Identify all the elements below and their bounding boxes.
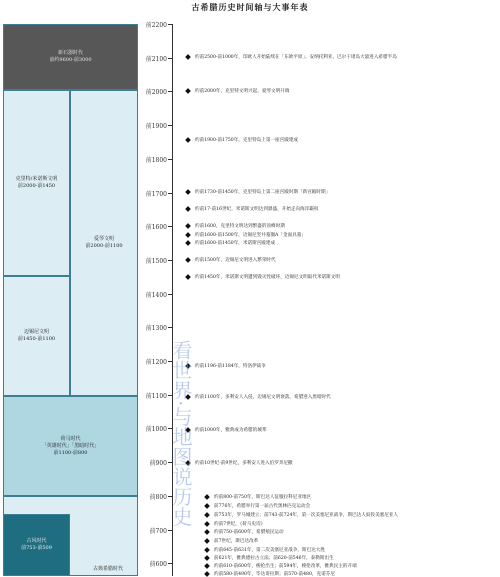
diamond-bullet-icon: [204, 512, 210, 518]
diamond-bullet-icon: [204, 494, 210, 500]
event-text: 前776年，希腊举行第一届古代奥林匹克运动会: [214, 504, 311, 509]
era-archaic: 古风时代 前753-前509: [3, 514, 70, 576]
event-text: 约前1100年，多利安人入侵，迈锡尼文明衰落，希腊进入黑暗时代: [195, 395, 331, 400]
event-text: 约前2500-前1000年，印欧人开始陆续在「东欧平原」、安纳托利亚、巴尔干诸岛大量进入希腊半岛: [195, 55, 397, 60]
diamond-bullet-icon: [185, 427, 191, 433]
year-tick: [168, 58, 173, 59]
year-label: 前1300: [145, 325, 167, 332]
event-item: [186, 460, 293, 466]
event-text: 约前7世纪，《荷马史诗》: [214, 522, 266, 527]
event-text: 约前17-前16世纪，米诺斯文明达到鼎盛，开始走向海洋霸权: [195, 207, 319, 212]
event-text: 约前1600-前1500年，迈锡尼竖井墓圈A「金面具墓」: [195, 233, 306, 238]
diamond-bullet-icon: [185, 88, 191, 94]
year-tick: [168, 361, 173, 362]
year-tick: [168, 125, 173, 126]
diamond-bullet-icon: [204, 563, 210, 569]
era-early-bronze: 克里特/米诺斯文明 前2000-前1450: [3, 90, 70, 276]
event-text: 约前645-前631年，第二次美塞尼亚战争，斯巴达大胜: [214, 548, 325, 553]
event-item: [205, 547, 325, 553]
event-text: 约前1600-前1450年，米诺斯宫殿建成: [195, 241, 276, 246]
diamond-bullet-icon: [185, 257, 191, 263]
year-label: 前800: [149, 494, 167, 501]
event-item: [186, 189, 330, 195]
year-label: 前1400: [145, 292, 167, 299]
diamond-bullet-icon: [185, 223, 191, 229]
event-item: [205, 512, 398, 518]
page-title: 古希腊历史时间轴与大事年表: [191, 2, 309, 12]
event-text: 前753年，罗马城建立；前743-前724年，第一次美塞尼亚战争，斯巴达人奴役美塞尼亚人: [214, 513, 399, 518]
year-label: 前1000: [145, 426, 167, 433]
year-tick: [168, 24, 173, 25]
year-tick: [168, 530, 173, 531]
event-item: [186, 240, 275, 246]
event-item: [186, 427, 266, 433]
event-item: [186, 88, 289, 94]
event-item: [186, 232, 306, 238]
diamond-bullet-icon: [204, 538, 210, 544]
event-item: [186, 54, 397, 60]
event-text: 约前750-前600年，希腊殖民运动: [214, 530, 284, 535]
event-text: 约前1600，克里特文明达到繁盛的顶峰时期: [195, 224, 285, 229]
year-label: 前700: [149, 528, 167, 535]
year-tick: [168, 159, 173, 160]
year-tick: [168, 496, 173, 497]
diamond-bullet-icon: [185, 137, 191, 143]
year-tick: [168, 563, 173, 564]
diamond-bullet-icon: [185, 363, 191, 369]
event-item: [205, 494, 311, 500]
diamond-bullet-icon: [185, 232, 191, 238]
diamond-bullet-icon: [185, 206, 191, 212]
event-item: [205, 571, 335, 577]
year-label: 前900: [149, 460, 167, 467]
era-classical: 古典希腊时代: [3, 496, 138, 576]
year-label: 前1500: [145, 258, 167, 265]
event-text: 约前1900-前1750年，克里特岛上第一座宫殿建成: [195, 138, 299, 143]
year-label: 前1700: [145, 191, 167, 198]
event-item: [186, 223, 285, 229]
diamond-bullet-icon: [204, 571, 210, 577]
event-text: 约前2000年，克里特文明兴起，爱琴文明开端: [195, 89, 290, 94]
era-dark-age: 荷马时代 「英雄时代」「黑暗时代」 前1100-前800: [3, 396, 138, 496]
era-mycenae: 迈锡尼文明 前1450-前1100: [3, 276, 70, 396]
year-tick: [168, 327, 173, 328]
year-tick: [168, 226, 173, 227]
year-label: 前1800: [145, 157, 167, 164]
year-label: 前2000: [145, 89, 167, 96]
year-tick: [168, 193, 173, 194]
year-tick: [168, 260, 173, 261]
year-label: 前2100: [145, 56, 167, 63]
watermark: 看世界·与地图说历史: [169, 340, 193, 527]
diamond-bullet-icon: [185, 240, 191, 246]
diamond-bullet-icon: [185, 274, 191, 280]
event-item: [186, 137, 298, 143]
year-label: 前1200: [145, 359, 167, 366]
event-text: 约前610-前600年，梭伦出生；前594年，梭伦改革，雅典民主的开端: [214, 564, 357, 569]
event-item: [186, 257, 276, 263]
event-item: [186, 206, 319, 212]
event-text: 约前800-前750年，斯巴达人征服拉科尼亚地区: [214, 495, 312, 500]
diamond-bullet-icon: [204, 529, 210, 535]
diamond-bullet-icon: [185, 460, 191, 466]
diamond-bullet-icon: [185, 189, 191, 195]
event-text: 约前1196-前1184年，特洛伊战争: [195, 364, 266, 369]
year-tick: [168, 294, 173, 295]
year-tick: [168, 428, 173, 429]
diamond-bullet-icon: [204, 503, 210, 509]
event-item: [205, 563, 357, 569]
year-tick: [168, 395, 173, 396]
year-tick: [168, 462, 173, 463]
event-text: 约前1450年，米诺斯文明遭到毁灭性破坏，迈锡尼文明取代米诺斯文明: [195, 275, 340, 280]
timeline-axis: [172, 24, 173, 576]
diamond-bullet-icon: [185, 54, 191, 60]
year-label: 前2200: [145, 22, 167, 29]
event-text: 前7世纪，斯巴达改革: [214, 539, 259, 544]
event-text: 约前1730-前1450年，克里特岛上第二座宫殿时期「新宫殿时期」: [195, 190, 331, 195]
diamond-bullet-icon: [185, 394, 191, 400]
event-item: [186, 394, 331, 400]
era-neolithic: 新石器时代 前约9600-前3000: [3, 24, 138, 90]
year-label: 前1900: [145, 123, 167, 130]
event-item: [205, 529, 284, 535]
diamond-bullet-icon: [204, 521, 210, 527]
event-text: 约前10世纪-前9世纪，多利安人进入伯罗奔尼撒: [195, 461, 293, 466]
diamond-bullet-icon: [204, 555, 210, 561]
event-item: [205, 555, 334, 561]
event-item: [205, 521, 265, 527]
event-item: [205, 538, 258, 544]
event-item: [205, 503, 310, 509]
event-text: 约前1000年，雅典成为希腊的城邦: [195, 428, 267, 433]
event-item: [186, 363, 266, 369]
event-item: [186, 274, 340, 280]
event-text: 前621年，雅典德拉古立法；前620-前546年，泰勒斯出生: [214, 556, 334, 561]
event-text: 约前580-前490年，毕达哥拉斯；前570-前480，克诺芬尼: [214, 572, 335, 577]
event-text: 约前1500年，迈锡尼文明进入繁荣时代: [195, 258, 276, 263]
year-label: 前1100: [145, 393, 167, 400]
year-label: 前600: [149, 561, 167, 568]
diamond-bullet-icon: [204, 547, 210, 553]
era-aegean: 爱琴文明 前2000-前1100: [70, 90, 138, 396]
year-label: 前1600: [145, 224, 167, 231]
year-tick: [168, 91, 173, 92]
